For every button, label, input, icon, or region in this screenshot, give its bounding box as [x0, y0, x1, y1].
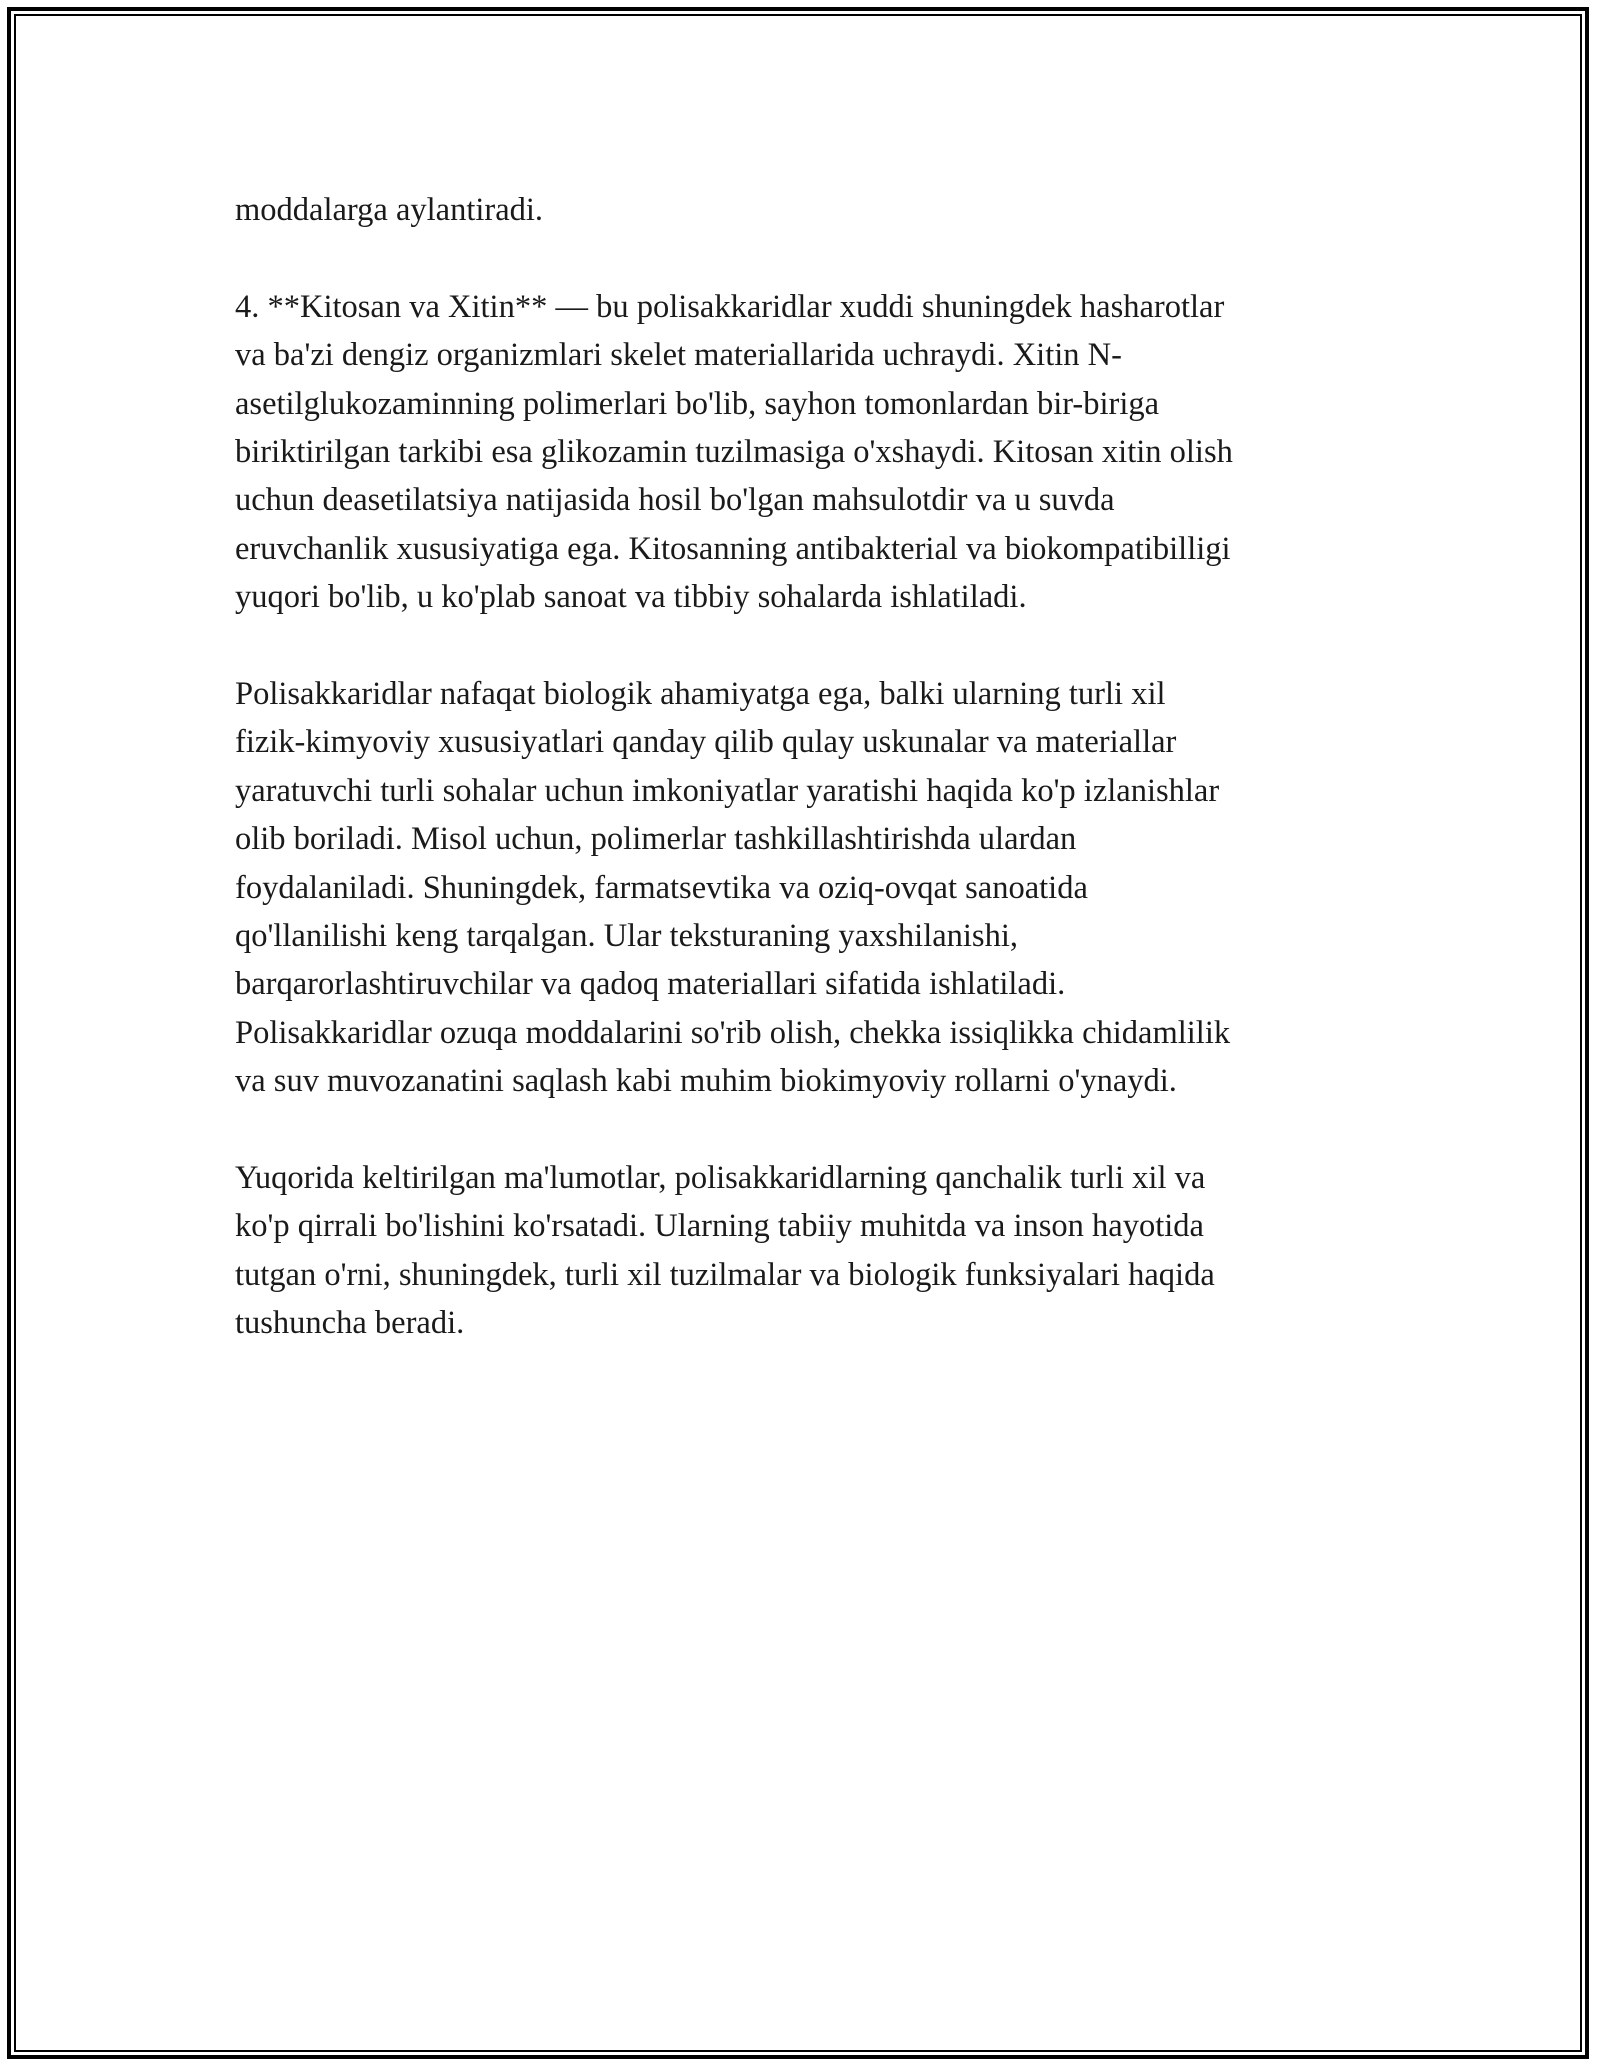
- paragraph-conclusion: Yuqorida keltirilgan ma'lumotlar, polisakkaridlarning qanchalik turli xil va ko'p qirrali bo'lishini ko'rsatadi. Ularning tabiiy muhitda va inson hayotida tutgan o'rni, shuningdek, turli xil tuzilmalar va biologik funksiyalari haqida tushuncha beradi.: [235, 1160, 1215, 1342]
- paragraph-kitosan-xitin: 4. **Kitosan va Xitin** — bu polisakkaridlar xuddi shuningdek hasharotlar va ba'zi dengiz organizmlari skelet materiallarida uchraydi. Xitin N- asetilglukozaminning polimerlari bo'lib, sayhon tomonlardan bir-biriga biriktirilgan tarkibi esa glikozamin tuzilmasiga o'xshaydi. Kitosan xitin olish uchun deasetilatsiya natijasida hosil bo'lgan mahsulotdir va u suvda eruvchanlik xususiyatiga ega. Kitosanning antibakterial va biokompatibilligi yuqori bo'lib, u ko'plab sanoat va tibbiy sohalarda ishlatiladi.: [235, 288, 1233, 616]
- paragraph-continuation: moddalarga aylantiradi.: [235, 192, 544, 228]
- paragraph-applications: Polisakkaridlar nafaqat biologik ahamiyatga ega, balki ularning turli xil fizik-kimyoviy xususiyatlari qanday qilib qulay uskunalar va materiallar yaratuvchi turli sohalar uchun imkoniyatlar yaratishi haqida ko'p izlanishlar olib boriladi. Misol uchun, polimerlar tashkillashtirishda ulardan foydalaniladi. Shuningdek, farmatsevtika va oziq-ovqat sanoatida qo'llanilishi keng tarqalgan. Ular teksturaning yaxshilanishi, barqarorlashtiruvchilar va qadoq materiallari sifatida ishlatiladi. Polisakkaridlar ozuqa moddalarini so'rib olish, chekka issiqlikka chidamlilik va suv muvozanatini saqlash kabi muhim biokimyoviy rollarni o'ynaydi.: [235, 676, 1231, 1100]
- document-body: [235, 186, 1375, 1348]
